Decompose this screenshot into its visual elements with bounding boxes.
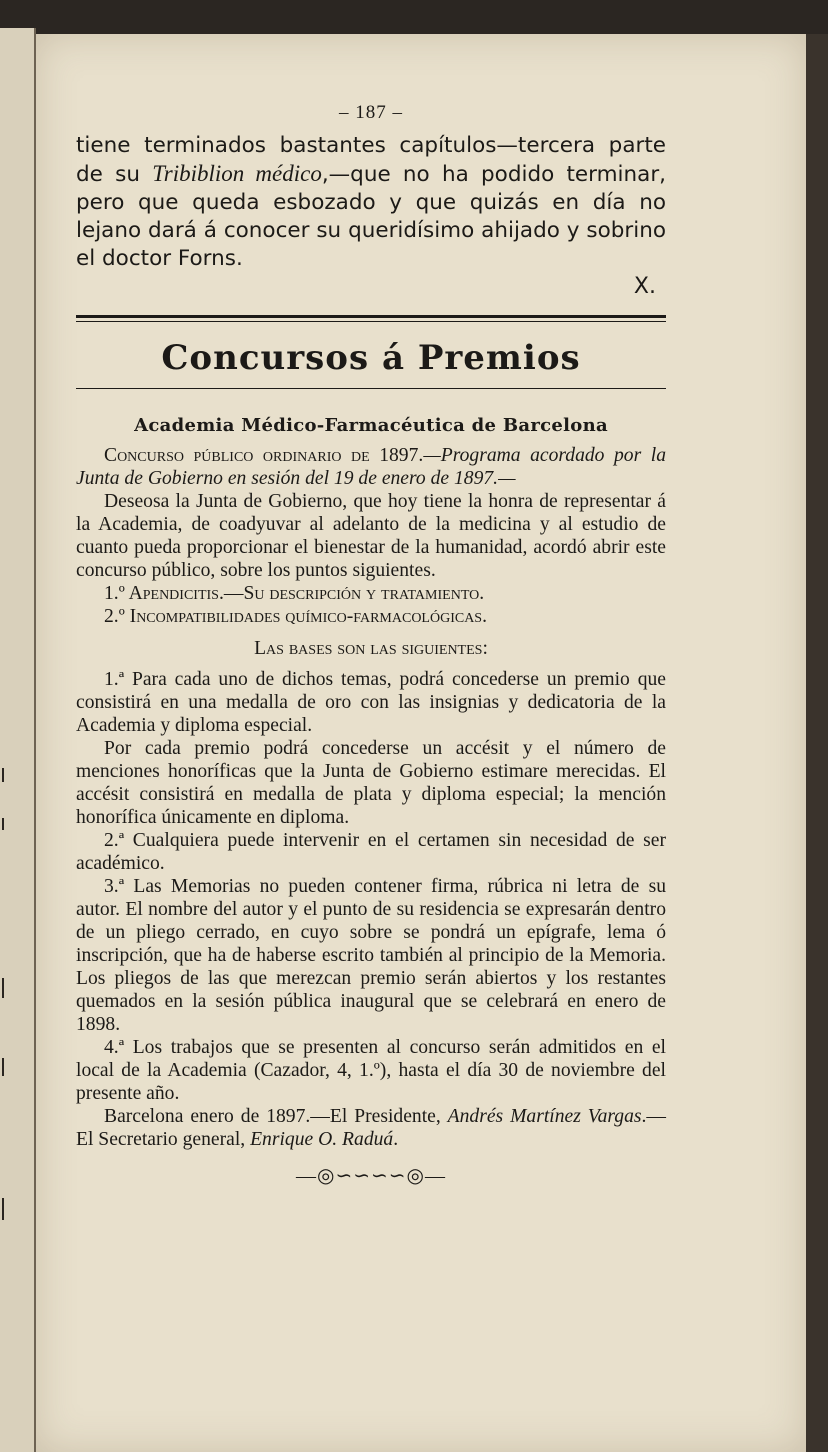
secretary-label: .—El Secretario general,: [76, 1106, 666, 1150]
closing-end: .: [393, 1129, 399, 1150]
topic-2: 2.º Incompatibilidades químico-farmacológicas.: [104, 606, 487, 627]
academy-heading: Academia Médico-Farmacéutica de Barcelona: [134, 415, 608, 436]
base-3: 3.ª Las Memorias no pueden contener firma, rúbrica ni letra de su autor. El nombre del autor y el punto de su residencia se expresarán dentro de un pliego cerrado, en cuyo sobre se pondrá un epígrafe, lema ó inscripción, que ha de haberse escrito también al principio de la Memoria. Los pliegos de las que merezcan premio serán abiertos y los restantes quemados en la sesión pública inaugural que se celebrará en enero de 1898.: [76, 876, 666, 1035]
president-name: Andrés Martínez Vargas: [447, 1106, 642, 1127]
left-page-edge: [0, 28, 36, 1452]
signature: X.: [633, 274, 656, 299]
intro-text: tiene terminados bastantes capítulos—tercera parte de su: [76, 133, 666, 187]
bases-heading: Las bases son las siguientes:: [254, 638, 488, 659]
book-page: [36, 34, 806, 1452]
closing-text: Barcelona enero de 1897.—El Presidente,: [104, 1106, 448, 1127]
double-rule: [76, 315, 666, 322]
margin-mark: [2, 1198, 4, 1220]
margin-mark: [2, 768, 4, 782]
page-number: – 187 –: [339, 102, 403, 123]
section-title: Concursos á Premios: [161, 338, 581, 378]
book-title: Tribiblion médico: [152, 161, 322, 186]
concurso-heading: Concurso público ordinario de 1897.: [104, 445, 424, 466]
base-1: 1.ª Para cada uno de dichos temas, podrá concederse un premio que consistirá en una medalla de oro con las insignias y dedicatoria de la Academia y diploma especial.: [76, 669, 666, 736]
margin-mark: [2, 818, 4, 830]
base-2: 2.ª Cualquiera puede intervenir en el certamen sin necesidad de ser académico.: [76, 830, 666, 874]
ornament: —◎∽∽∽∽◎—: [296, 1165, 446, 1187]
secretary-name: Enrique O. Raduá: [250, 1129, 394, 1150]
page-content: [76, 102, 666, 1188]
concurso-line: [76, 444, 666, 490]
book-edge: [806, 34, 828, 1452]
closing: [76, 1105, 666, 1151]
topic-1: 1.º Apendicitis.—Su descripción y tratamiento.: [104, 583, 485, 604]
rule: [76, 388, 666, 389]
intro-paragraph: [76, 132, 666, 273]
base-4: 4.ª Los trabajos que se presenten al concurso serán admitidos en el local de la Academia (Cazador, 4, 1.º), hasta el día 30 de noviembre del presente año.: [76, 1037, 666, 1104]
margin-mark: [2, 978, 4, 998]
margin-mark: [2, 1058, 4, 1076]
main-paragraph: Deseosa la Junta de Gobierno, que hoy tiene la honra de representar á la Academia, de coadyuvar al adelanto de la medicina y al estudio de cuanto pueda proporcionar el bienestar de la humanidad, acordó abrir este concurso público, sobre los puntos siguientes.: [76, 491, 666, 581]
concurso-program: —Programa acordado por la Junta de Gobierno en sesión del 19 de enero de 1897.—: [76, 445, 666, 489]
intro-text-cont: ,—que no ha podido terminar, pero que queda esbozado y que quizás en día no lejano dará á conocer su queridísimo ahijado y sobrino el doctor Forns.: [76, 162, 667, 271]
base-1-extra: Por cada premio podrá concederse un accésit y el número de menciones honoríficas que la Junta de Gobierno estimare merecidas. El accésit consistirá en medalla de plata y diploma especial; la mención honorífica únicamente en diploma.: [76, 738, 666, 828]
